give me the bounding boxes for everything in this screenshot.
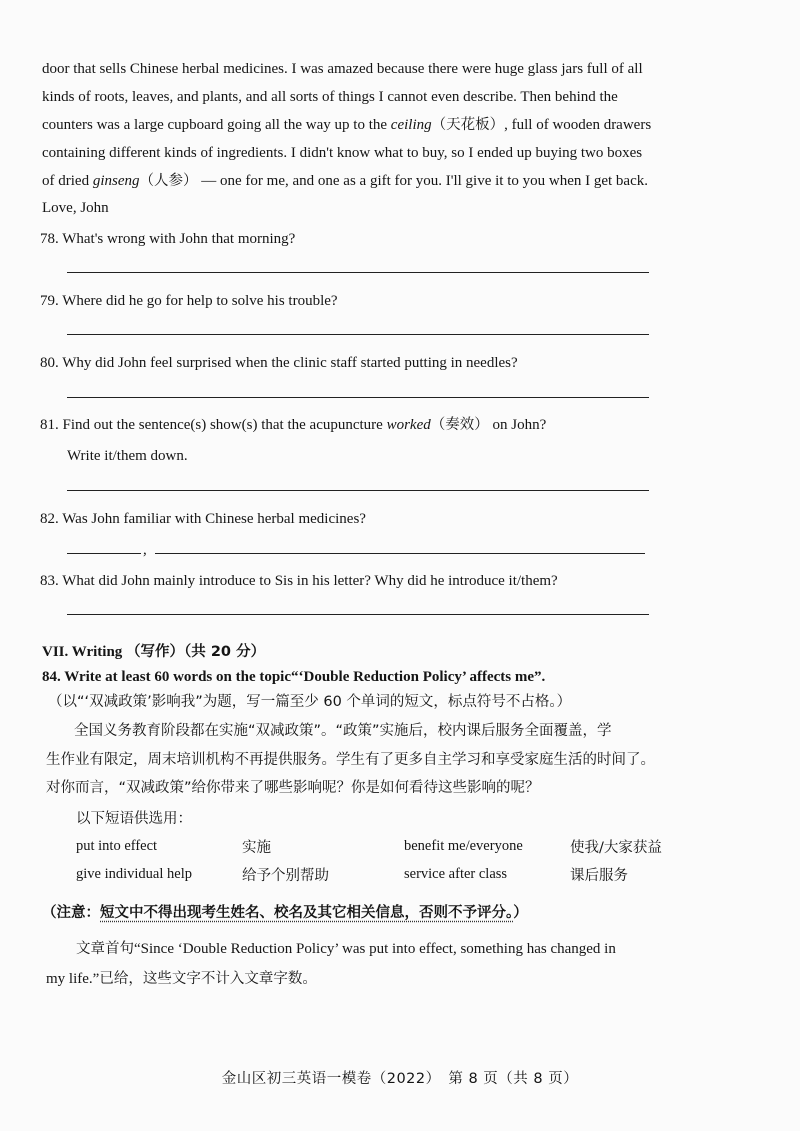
writing-para-line-2: 生作业有限定，周末培训机构不再提供服务。学生有了更多自主学习和享受家庭生活的时间了。 xyxy=(46,752,655,768)
question-82: 82. Was John familiar with Chinese herbal medicines? xyxy=(40,511,366,527)
letter-signoff: Love, John xyxy=(42,200,109,216)
phrase-en: benefit me/everyone xyxy=(404,838,523,854)
phrase-en: give individual help xyxy=(76,866,192,882)
note-open: （注意： xyxy=(42,905,100,921)
ginseng-gloss: （人参） xyxy=(139,173,198,189)
question-81-line2: Write it/them down. xyxy=(67,448,188,464)
question-83: 83. What did John mainly introduce to Sis in his letter? Why did he introduce it/them? xyxy=(40,573,558,589)
first-sentence-line-1 xyxy=(76,939,616,959)
writing-para-line-3: 对你而言，“双减政策”给你带来了哪些影响呢？你是如何看待这些影响的呢？ xyxy=(46,780,540,796)
phrase-cn: 使我/大家获益 xyxy=(570,840,662,856)
ceiling-word: ceiling xyxy=(390,117,432,133)
letter-line-5-text: of dried xyxy=(42,173,93,189)
writing-note xyxy=(42,903,528,923)
answer-line-78[interactable] xyxy=(67,272,649,273)
question-81 xyxy=(40,415,546,435)
question-79: 79. Where did he go for help to solve his trouble? xyxy=(40,293,338,309)
letter-line-3-text: counters was a large cupboard going all the way up to the xyxy=(42,117,391,133)
phrase-en: put into effect xyxy=(76,838,158,854)
letter-line-5-end: — one for me, and one as a gift for you. I'll give it to you when I get back. xyxy=(197,173,648,189)
ginseng-word: ginseng xyxy=(92,173,140,189)
writing-task-cn: （以“‘双减政策’影响我”为题，写一篇至少 60 个单词的短文，标点符号不占格。） xyxy=(48,694,572,710)
writing-section-title xyxy=(42,642,265,662)
writing-task-topic: “‘Double Reduction Policy’ affects me”. xyxy=(291,669,546,685)
letter-line-5 xyxy=(42,171,648,191)
question-78: 78. What's wrong with John that morning? xyxy=(40,231,296,247)
page-footer: 金山区初三英语一模卷（2022） 第 8 页（共 8 页） xyxy=(221,1071,579,1087)
first-sentence-en2: my life.” xyxy=(46,971,100,987)
letter-line-4: containing different kinds of ingredients. I didn't know what to buy, so I ended up buying two boxes xyxy=(42,145,643,161)
question-81-text: 81. Find out the sentence(s) show(s) that the acupuncture xyxy=(40,417,387,433)
first-sentence-line-2 xyxy=(46,969,317,989)
letter-line-1: door that sells Chinese herbal medicines. I was amazed because there were huge glass jars full of all xyxy=(42,61,643,77)
answer-comma-82: , xyxy=(143,542,147,558)
worked-word: worked xyxy=(386,417,431,433)
first-sentence-en1: “Since ‘Double Reduction Policy’ was put into effect, something has changed in xyxy=(134,941,616,957)
writing-task-text: 84. Write at least 60 words on the topic xyxy=(42,669,292,685)
letter-line-2: kinds of roots, leaves, and plants, and all sorts of things I cannot even describe. Then behind the xyxy=(42,89,618,105)
writing-para-line-1: 全国义务教育阶段都在实施“双减政策”。“政策”实施后，校内课后服务全面覆盖，学 xyxy=(74,723,612,739)
phrase-cn: 给予个别帮助 xyxy=(242,868,329,884)
writing-task xyxy=(42,667,545,687)
question-80: 80. Why did John feel surprised when the clinic staff started putting in needles? xyxy=(40,355,518,371)
first-sentence-note: 已给，这些文字不计入文章字数。 xyxy=(99,971,317,987)
phrase-cn: 实施 xyxy=(242,840,271,856)
worked-gloss: （奏效） xyxy=(430,417,489,433)
phrases-intro: 以下短语供选用： xyxy=(76,811,192,827)
answer-line-80[interactable] xyxy=(67,397,649,398)
phrase-en: service after class xyxy=(404,866,508,882)
answer-blank-82b[interactable] xyxy=(155,553,645,554)
ceiling-gloss: （天花板） xyxy=(431,117,505,133)
phrase-cn: 课后服务 xyxy=(570,868,628,884)
letter-line-3 xyxy=(42,115,651,135)
note-text: 短文中不得出现考生姓名、校名及其它相关信息，否则不予评分。 xyxy=(100,905,514,921)
answer-line-81[interactable] xyxy=(67,490,649,491)
writing-title-cn: （写作）（共 20 分） xyxy=(126,644,266,660)
answer-line-79[interactable] xyxy=(67,334,649,335)
answer-line-83[interactable] xyxy=(67,614,649,615)
note-close: ） xyxy=(513,905,528,921)
question-81-end: on John? xyxy=(488,417,547,433)
writing-title-en: VII. Writing xyxy=(42,644,123,660)
answer-blank-82a[interactable] xyxy=(67,553,141,554)
letter-line-3-end: , full of wooden drawers xyxy=(504,117,652,133)
first-sentence-label: 文章首句 xyxy=(76,941,134,957)
